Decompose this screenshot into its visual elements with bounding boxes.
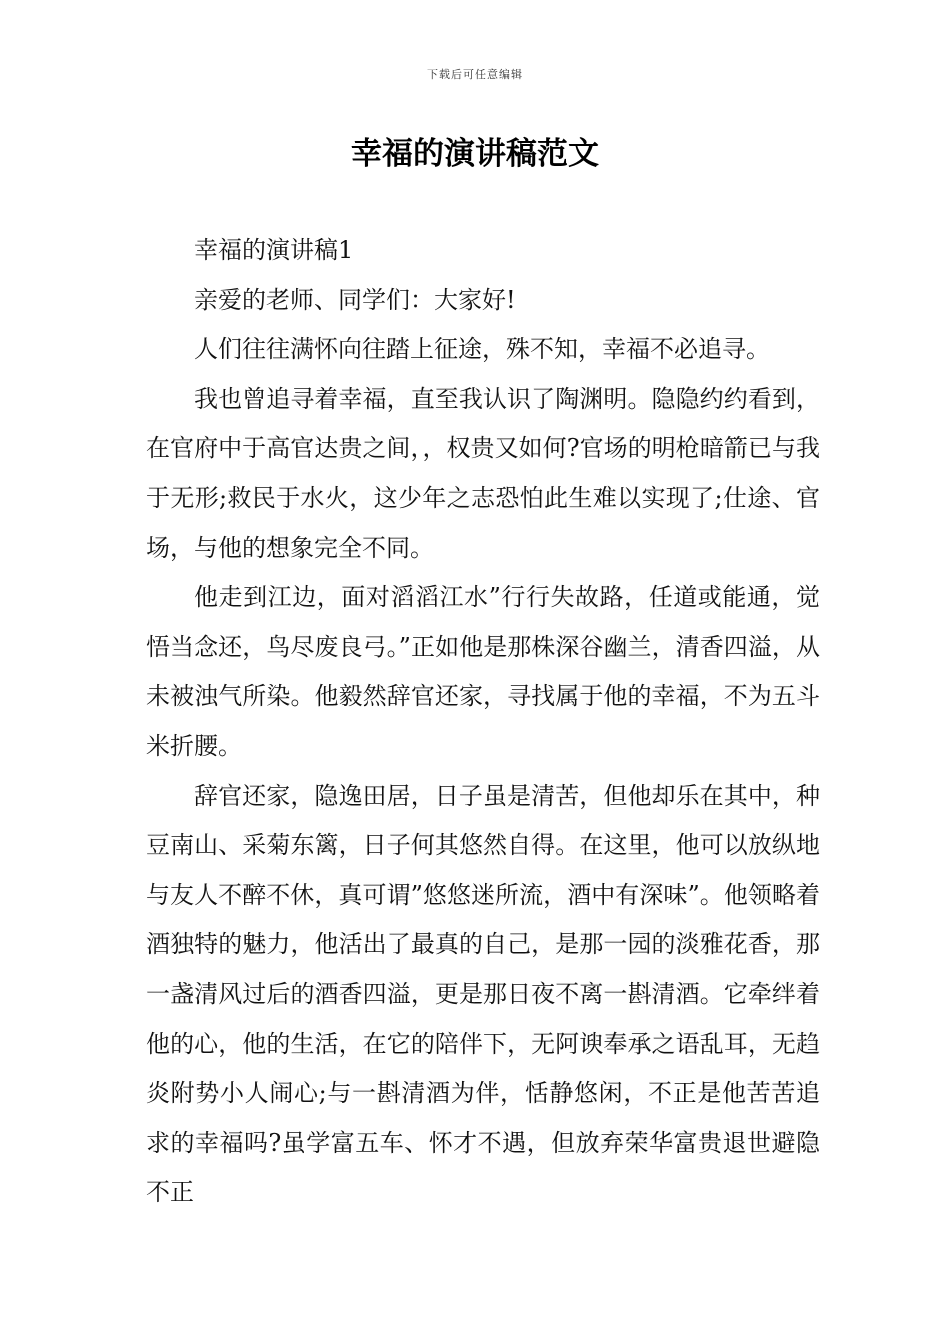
header-note: 下载后可任意编辑 xyxy=(427,68,523,81)
paragraph: 我也曾追寻着幸福，直至我认识了陶渊明。隐隐约约看到，在官府中于高官达贵之间，，权贵又如何?官场的明枪暗箭已与我于无形;救民于水火，这少年之志恐怕此生难以实现了;仕途、官场，与他的想象完全不同。 xyxy=(146,384,820,562)
paragraph: 人们往往满怀向往踏上征途，殊不知，幸福不必追寻。 xyxy=(194,335,770,364)
document-title: 幸福的演讲稿范文 xyxy=(351,136,599,172)
document-body xyxy=(146,226,820,1218)
paragraph: 他走到江边，面对滔滔江水”行行失故路，任道或能通，觉悟当念还，鸟尽废良弓。”正如他是那株深谷幽兰，清香四溢，从未被浊气所染。他毅然辞官还家，寻找属于他的幸福，不为五斗米折腰。 xyxy=(146,583,820,760)
paragraph-subtitle: 幸福的演讲稿1 xyxy=(194,236,354,264)
paragraph-greeting: 亲爱的老师、同学们：大家好! xyxy=(194,285,516,314)
paragraph: 辞官还家，隐逸田居，日子虽是清苦，但他却乐在其中，种豆南山、采菊东篱，日子何其悠然自得。在这里，他可以放纵地与友人不醉不休，真可谓”悠悠迷所流，酒中有深味”。他领略着酒独特的魅力，他活出了最真的自己，是那一园的淡雅花香，那一盏清风过后的酒香四溢，更是那日夜不离一斟清酒。它牵绊着他的心，他的生活，在它的陪伴下，无阿谀奉承之语乱耳，无趋炎附势小人闹心;与一斟清酒为伴，恬静悠闲，不正是他苦苦追求的幸福吗?虽学富五车、怀才不遇，但放弃荣华富贵退世避隐不正 xyxy=(146,781,820,1207)
